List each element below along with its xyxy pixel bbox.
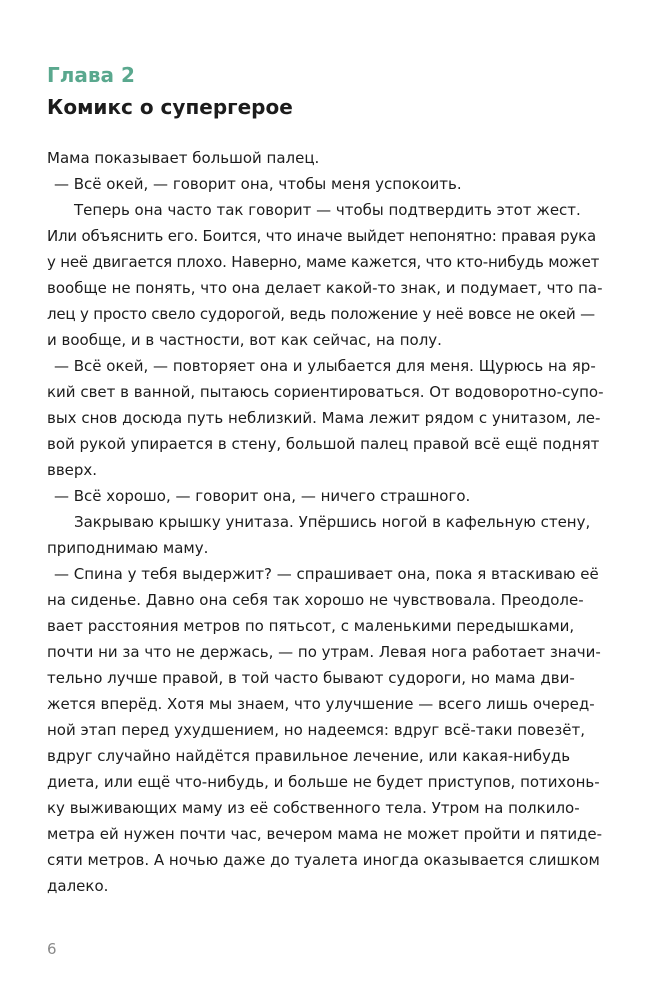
text-line: почти ни за что не держась, — по утрам. Левая нога работает значи- (47, 643, 601, 661)
text-line: лец у просто свело судорогой, ведь положение у неё вовсе не окей — (47, 305, 595, 323)
text-line: Закрываю крышку унитаза. Упёршись ногой в кафельную стену, (74, 513, 591, 531)
text-line: вообще не понять, что она делает какой-то знак, и подумает, что па- (47, 279, 603, 297)
text-line: кий свет в ванной, пытаюсь сориентироваться. От водоворотно-супо- (47, 383, 604, 401)
text-line: у неё двигается плохо. Наверно, маме кажется, что кто-нибудь может (47, 253, 600, 271)
text-line: — Всё окей, — говорит она, чтобы меня успокоить. (54, 175, 462, 193)
body-text (47, 145, 604, 899)
text-line: вдруг случайно найдётся правильное лечение, или какая-нибудь (47, 747, 571, 765)
text-line: ку выживающих маму из её собственного тела. Утром на полкило- (47, 799, 580, 817)
text-line: — Спина у тебя выдержит? — спрашивает она, пока я втаскиваю её (54, 565, 599, 583)
text-line: тельно лучше правой, в той часто бывают судороги, но мама дви- (47, 669, 575, 687)
text-line: сяти метров. А ночью даже до туалета иногда оказывается слишком (47, 851, 600, 869)
chapter-title: Комикс о супергерое (47, 95, 293, 119)
text-line: Теперь она часто так говорит — чтобы подтвердить этот жест. (74, 201, 581, 219)
text-line: диета, или ещё что-нибудь, и больше не будет приступов, потихонь- (47, 773, 600, 791)
text-line: метра ей нужен почти час, вечером мама не может пройти и пятиде- (47, 825, 603, 843)
text-line: Или объяснить его. Боится, что иначе выйдет непонятно: правая рука (47, 227, 596, 245)
text-line: вой рукой упирается в стену, большой палец правой всё ещё поднят (47, 435, 600, 453)
text-line: далеко. (47, 877, 109, 895)
text-line: — Всё хорошо, — говорит она, — ничего страшного. (54, 487, 471, 505)
text-line: Мама показывает большой палец. (47, 149, 320, 167)
text-line: — Всё окей, — повторяет она и улыбается для меня. Щурюсь на яр- (54, 357, 596, 375)
text-line: вверх. (47, 461, 98, 479)
text-line: ной этап перед ухудшением, но надеемся: вдруг всё-таки повезёт, (47, 721, 586, 739)
text-line: вых снов досюда путь неблизкий. Мама лежит рядом с унитазом, ле- (47, 409, 601, 427)
text-line: жется вперёд. Хотя мы знаем, что улучшение — всего лишь очеред- (47, 695, 595, 713)
text-line: вает расстояния метров по пятьсот, с маленькими передышками, (47, 617, 575, 635)
text-line: на сиденье. Давно она себя так хорошо не чувствовала. Преодоле- (47, 591, 584, 609)
page-number: 6 (47, 940, 57, 958)
chapter-label: Глава 2 (47, 63, 135, 87)
text-line: и вообще, и в частности, вот как сейчас, на полу. (47, 331, 442, 349)
text-line: приподнимаю маму. (47, 539, 209, 557)
